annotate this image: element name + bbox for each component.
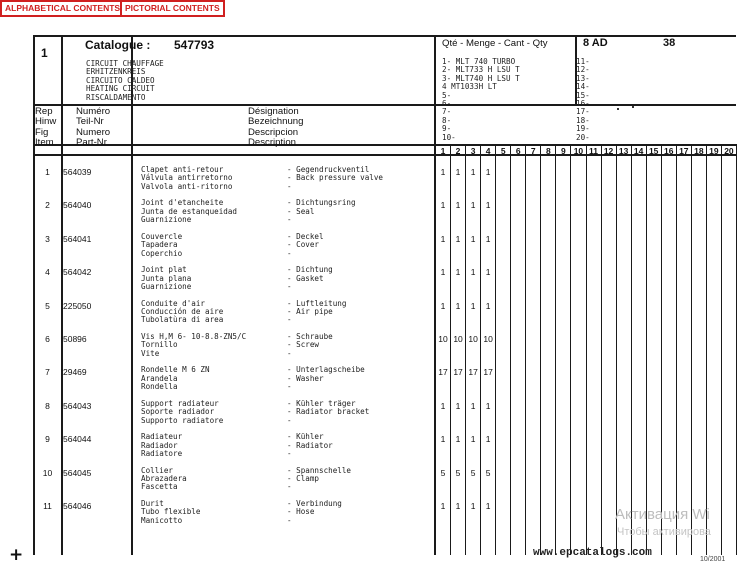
description-line: Guarnizione (141, 215, 192, 225)
qty-column-line (691, 144, 692, 555)
translation-line: - Radiator bracket (287, 407, 370, 417)
qty-column-line (525, 144, 526, 555)
item-translation (287, 300, 346, 325)
translation-line: - (287, 348, 292, 358)
designation-column-header (248, 107, 303, 149)
numero-header-line: Numero (76, 126, 111, 138)
alphabetical-contents-button[interactable]: ALPHABETICAL CONTENTS (0, 0, 125, 17)
description-line: Válvula antirretorno (141, 173, 233, 183)
item-rep: 10 (42, 467, 53, 478)
item-translation (287, 333, 333, 358)
description-line: Coperchio (141, 248, 183, 258)
qty-column-number: 11 (589, 146, 598, 156)
quantity-cell: 1 (485, 434, 491, 445)
catalogue-number: 547793 (174, 38, 215, 52)
numero-header-line: Numéro (76, 106, 111, 117)
section-title-line: CIRCUITO CALDEO (86, 75, 155, 85)
designation-header-line: Désignation (248, 106, 299, 117)
part-number: 564040 (63, 200, 92, 211)
activation-watermark-title: Активация Wi (615, 506, 710, 523)
description-line: Valvola anti-ritorno (141, 181, 233, 191)
scan-mark (617, 108, 619, 110)
quantity-cell: 1 (485, 200, 491, 211)
translation-line: - (287, 315, 292, 325)
translation-line: - (287, 215, 292, 225)
description-line: Rondelle M 6 ZN (141, 365, 210, 375)
qty-column-number: 1 (440, 146, 446, 156)
quantity-header: Qté - Menge - Cant - Qty (442, 38, 548, 49)
qty-column-number: 19 (709, 146, 719, 156)
page-number: 1 (41, 46, 48, 60)
translation-line: - Dichtung (287, 265, 333, 275)
desc-column-divider (131, 35, 133, 555)
qty-column-number: 17 (679, 146, 689, 156)
translation-line: - Seal (287, 206, 315, 216)
description-line: Durit (141, 499, 164, 508)
description-line: Rondella (141, 382, 178, 392)
model-entry: 14- (576, 82, 590, 92)
quantity-cell: 1 (485, 167, 491, 177)
description-line: Fascetta (141, 482, 178, 492)
qty-column-number: 13 (618, 146, 629, 156)
qty-column-number: 10 (573, 146, 584, 156)
model-entry: 19- (576, 124, 590, 134)
translation-line: - Back pressure valve (287, 173, 384, 183)
qty-column-line (661, 144, 662, 555)
model-entry: 13- (576, 73, 590, 83)
model-entry: 1- MLT 740 TURBO (442, 57, 516, 66)
rep-header-line: Fig (35, 126, 49, 138)
item-rep: 8 (45, 400, 50, 411)
part-number: 50896 (63, 334, 87, 344)
model-list-left (442, 58, 520, 142)
description-line: Clapet anti-retour (141, 165, 224, 174)
quantity-cell: 10 (453, 334, 463, 344)
quantity-cell: 1 (440, 167, 446, 177)
description-line: Junta plana (141, 273, 192, 283)
item-translation (287, 233, 324, 258)
rep-header-line: Item (35, 137, 54, 149)
item-rep: 3 (45, 233, 50, 244)
description-line: Conduite d'air (141, 298, 206, 308)
part-number: 564041 (63, 233, 92, 244)
frame-top (33, 35, 736, 37)
translation-line: - (287, 282, 292, 291)
translation-line: - Dichtungsring (287, 198, 356, 208)
part-number: 564046 (63, 501, 92, 511)
translation-line: - Schraube (287, 332, 333, 341)
header-divider (33, 104, 736, 106)
part-number: 564042 (63, 267, 92, 278)
item-translation (287, 500, 342, 525)
part-number: 564045 (63, 467, 92, 478)
translation-line: - Cover (287, 240, 320, 250)
part-number: 564043 (63, 400, 92, 411)
qty-column-line (721, 144, 722, 555)
item-description (141, 400, 223, 425)
quantity-cell: 1 (455, 233, 461, 244)
quantity-cell: 10 (438, 334, 448, 344)
qty-column-line (676, 144, 677, 555)
quantity-cell: 1 (455, 400, 461, 411)
item-rep: 2 (45, 200, 50, 211)
item-description (141, 199, 237, 224)
translation-line: - (287, 415, 292, 425)
model-entry: 18- (576, 115, 590, 125)
quantity-cell: 1 (440, 400, 446, 411)
item-translation (287, 467, 351, 492)
model-entry: 20- (576, 132, 590, 142)
quantity-cell: 1 (455, 434, 461, 445)
item-rep: 4 (45, 267, 50, 278)
model-code: 8 AD (583, 37, 608, 49)
qty-column-number: 20 (724, 146, 734, 156)
item-description (141, 300, 223, 325)
quantity-cell: 1 (485, 300, 491, 311)
quantity-cell: 17 (438, 367, 448, 378)
qty-column-line (646, 144, 647, 555)
item-translation (287, 366, 365, 391)
model-entry: 6- (442, 99, 452, 109)
model-entry: 12- (576, 65, 590, 75)
model-entry: 16- (576, 99, 590, 109)
quantity-cell: 1 (470, 300, 476, 311)
translation-line: - Unterlagscheibe (287, 365, 365, 375)
quantity-cell: 5 (470, 467, 476, 478)
item-rep: 6 (45, 334, 50, 344)
translation-line: - Luftleitung (287, 298, 347, 308)
qty-column-number: 16 (664, 146, 674, 156)
quantity-cell: 1 (470, 501, 476, 511)
description-line: Vis H,M 6- 10-8.8-ZN5/C (141, 332, 247, 341)
rep-header-line: Hinw (35, 116, 57, 128)
description-line: Manicotto (141, 515, 183, 525)
qty-column-number: 18 (694, 146, 704, 156)
qty-column-number: 4 (485, 146, 491, 156)
part-number: 29469 (63, 367, 87, 378)
description-line: Joint plat (141, 265, 187, 275)
model-entry: 8- (442, 115, 452, 125)
scan-mark (632, 106, 634, 108)
designation-header-line: Bezeichnung (248, 116, 304, 128)
qty-column-number: 15 (648, 146, 659, 156)
item-translation (287, 400, 369, 425)
translation-line: - Gegendruckventil (287, 165, 370, 174)
qty-column-number: 3 (470, 146, 476, 156)
qty-column-number: 9 (561, 146, 566, 156)
numero-header-line: Part-Nr (76, 137, 107, 149)
quantity-cell: 1 (470, 200, 476, 211)
translation-line: - Spannschelle (287, 465, 352, 475)
quantity-cell: 5 (440, 467, 446, 478)
description-line: Joint d'etancheite (141, 198, 224, 208)
quantity-cell: 10 (483, 334, 493, 344)
activation-watermark-text: Чтобы активирова (617, 526, 711, 538)
qty-column-line (706, 144, 707, 555)
qty-column-line (510, 144, 511, 555)
qty-column-line (570, 144, 571, 555)
translation-line: - (287, 248, 292, 258)
description-line: Guarnizione (141, 282, 192, 291)
description-line: Supporto radiatore (141, 415, 224, 425)
quantity-cell: 5 (455, 467, 461, 478)
quantity-cell: 1 (485, 501, 491, 511)
model-entry: 5- (442, 90, 452, 100)
quantity-cell: 1 (440, 501, 446, 511)
quantity-cell: 1 (470, 233, 476, 244)
translation-line: - (287, 449, 292, 458)
designation-header-line: Description (248, 137, 296, 149)
section-title-line: HEATING CIRCUIT (86, 84, 155, 94)
translation-line: - (287, 515, 292, 525)
description-line: Radiador (141, 440, 178, 450)
add-icon: + (9, 545, 24, 565)
qty-column-number: 6 (515, 146, 521, 156)
description-line: Junta de estanqueidad (141, 206, 238, 216)
item-rep: 5 (45, 300, 50, 311)
quantity-cell: 1 (440, 233, 446, 244)
rep-header-line: Rep (35, 106, 53, 117)
item-translation (287, 433, 333, 458)
translation-line: - (287, 382, 292, 392)
model-entry: 2- MLT733 H LSU T (442, 65, 520, 75)
translation-line: - Radiator (287, 440, 333, 450)
quantity-cell: 17 (468, 367, 478, 378)
quantity-cell: 1 (455, 300, 461, 311)
description-line: Arandela (141, 373, 178, 383)
item-rep: 11 (43, 501, 52, 511)
description-line: Abrazadera (141, 474, 187, 483)
translation-line: - Kühler (287, 432, 324, 442)
qty-column-line (616, 144, 617, 555)
item-translation (287, 266, 333, 291)
qty-column-number: 14 (633, 146, 644, 156)
description-line: Tornillo (141, 340, 178, 350)
model-list-right (576, 58, 590, 142)
qty-column-number: 12 (603, 146, 614, 156)
section-title-line: CIRCUIT CHAUFFAGE (86, 59, 164, 68)
item-description (141, 166, 232, 191)
numero-header-line: Teil-Nr (76, 116, 104, 128)
translation-line: - Hose (287, 507, 315, 517)
item-translation (287, 199, 356, 224)
model-entry: 17- (576, 107, 590, 117)
quantity-cell: 1 (455, 501, 461, 511)
sheet-number: 38 (663, 37, 676, 49)
translation-line: - Deckel (287, 231, 324, 241)
description-line: Tubo flexible (141, 507, 201, 517)
designation-header-line: Descripcion (248, 126, 299, 138)
part-number: 564044 (63, 434, 92, 445)
item-description (141, 366, 210, 391)
model-entry: 7- (442, 107, 452, 117)
description-line: Vite (141, 348, 160, 358)
website-footer: www.epcatalogs.com (533, 547, 652, 559)
revision-date: 10/2001 (700, 556, 726, 563)
item-description (141, 467, 187, 492)
quantity-cell: 10 (468, 334, 478, 344)
qty-column-line (586, 144, 587, 555)
qty-column-number: 7 (530, 146, 536, 156)
item-description (141, 266, 191, 291)
description-line: Radiateur (141, 432, 183, 442)
qty-column-line (736, 144, 737, 555)
quantity-cell: 5 (485, 467, 491, 478)
pictorial-contents-button[interactable]: PICTORIAL CONTENTS (120, 0, 225, 17)
quantity-cell: 1 (455, 167, 461, 177)
qty-column-line (631, 144, 632, 555)
translation-line: - Verbindung (287, 499, 342, 508)
item-description (141, 500, 200, 525)
part-number: 225050 (63, 300, 92, 311)
model-entry: 9- (442, 124, 452, 134)
qty-column-number: 2 (455, 146, 461, 156)
section-title-line: ERHITZENKREIS (86, 67, 146, 77)
item-description (141, 233, 182, 258)
translation-line: - Kühler träger (287, 398, 356, 408)
item-translation (287, 166, 383, 191)
section-title-line: RISCALDAMENTO (86, 92, 146, 102)
quantity-cell: 17 (483, 367, 493, 378)
qty-column-number: 8 (545, 146, 551, 156)
part-number: 564039 (63, 167, 92, 177)
quantity-cell: 1 (470, 267, 476, 278)
model-entry: 3- MLT740 H LSU T (442, 73, 520, 83)
item-rep: 1 (45, 167, 50, 177)
quantity-cell: 1 (485, 400, 491, 411)
quantity-cell: 1 (440, 200, 446, 211)
model-entry: 11- (576, 57, 590, 66)
quantity-cell: 1 (455, 200, 461, 211)
translation-line: - Screw (287, 340, 320, 350)
quantity-cell: 1 (470, 434, 476, 445)
qty-column-line (555, 144, 556, 555)
quantity-cell: 1 (470, 167, 476, 177)
qty-column-number: 5 (500, 146, 506, 156)
quantity-cell: 1 (440, 300, 446, 311)
translation-line: - Clamp (287, 474, 320, 483)
item-description (141, 433, 182, 458)
quantity-cell: 1 (440, 267, 446, 278)
description-line: Support radiateur (141, 398, 219, 408)
translation-line: - Washer (287, 373, 324, 383)
item-rep: 7 (45, 367, 50, 378)
catalogue-label: Catalogue : (85, 38, 151, 52)
description-line: Couvercle (141, 231, 183, 241)
description-line: Tubolatùra di area (141, 315, 224, 325)
item-description (141, 333, 246, 358)
model-entry: 10- (442, 132, 456, 142)
description-line: Tapadera (141, 240, 178, 250)
model-entry: 4 MT1033H LT (442, 82, 497, 92)
translation-line: - (287, 181, 292, 191)
translation-line: - Air pipe (287, 307, 333, 316)
qty-column-line (601, 144, 602, 555)
description-line: Conducción de aire (141, 307, 224, 316)
description-line: Soporte radiador (141, 407, 215, 417)
quantity-cell: 1 (470, 400, 476, 411)
quantity-cell: 1 (455, 267, 461, 278)
translation-line: - Gasket (287, 273, 324, 283)
rep-column-header (35, 107, 56, 149)
translation-line: - (287, 482, 292, 492)
parts-catalogue-sheet (33, 35, 737, 557)
quantity-cell: 1 (485, 267, 491, 278)
model-entry: 15- (576, 90, 590, 100)
description-line: Radiatore (141, 449, 183, 458)
quantity-cell: 17 (453, 367, 463, 378)
section-titles (86, 60, 164, 102)
quantity-cell: 1 (440, 434, 446, 445)
numero-column-header (76, 107, 110, 149)
item-rep: 9 (45, 434, 50, 445)
description-line: Collier (141, 465, 174, 475)
qty-column-line (540, 144, 541, 555)
quantity-cell: 1 (485, 233, 491, 244)
